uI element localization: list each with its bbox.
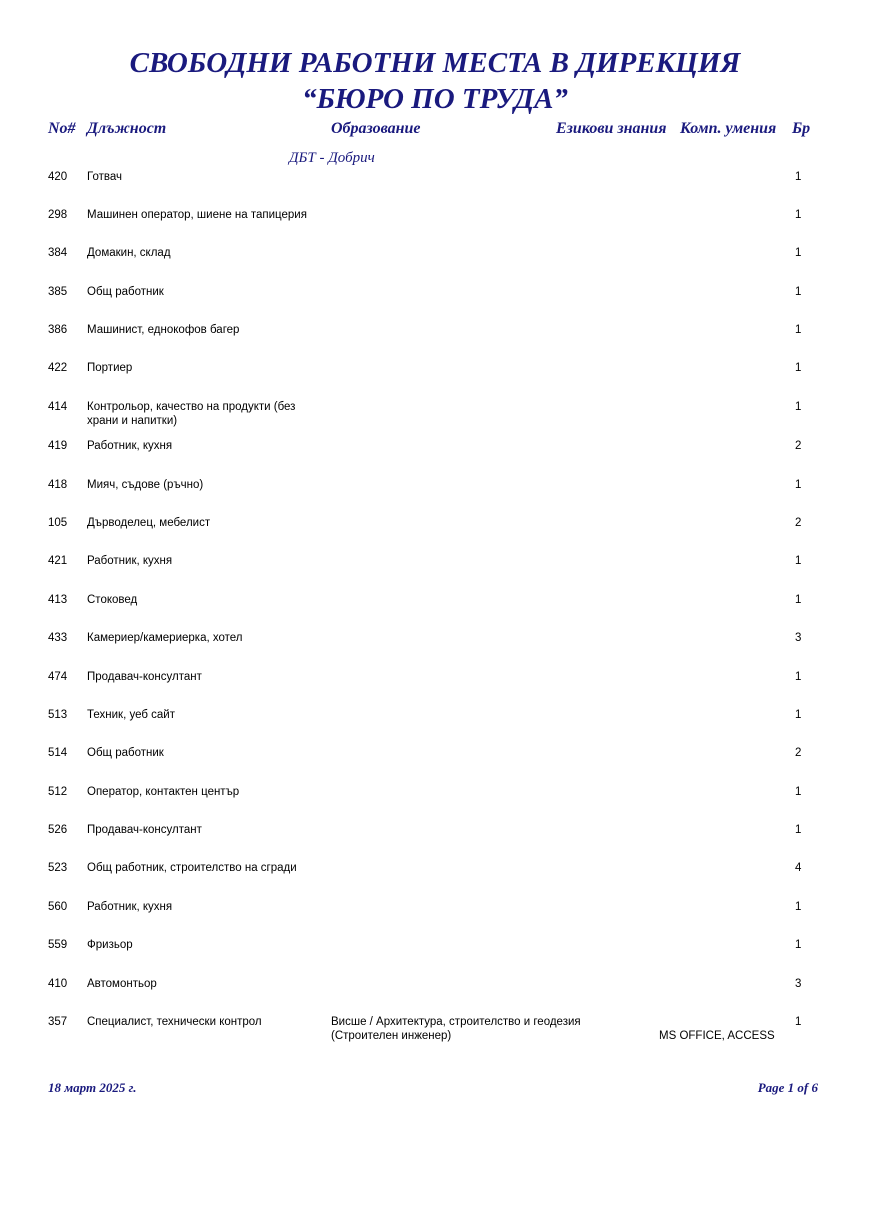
row-position: Общ работник (87, 747, 164, 759)
row-number: 474 (48, 671, 68, 683)
page-title-line-2: “БЮРО ПО ТРУДА” (302, 83, 568, 115)
page-title-line-1: СВОБОДНИ РАБОТНИ МЕСТА В ДИРЕКЦИЯ (129, 47, 741, 79)
row-count: 1 (795, 479, 802, 491)
row-number: 514 (48, 747, 68, 759)
row-number: 419 (48, 440, 68, 452)
row-position: Общ работник (87, 286, 164, 298)
row-count: 1 (795, 362, 802, 374)
row-number: 418 (48, 479, 68, 491)
row-position: Оператор, контактен център (87, 786, 240, 798)
row-count: 2 (795, 440, 802, 452)
row-number: 105 (48, 517, 68, 529)
row-position: Дърводелец, мебелист (87, 517, 211, 529)
row-position: Портиер (87, 362, 133, 374)
row-number: 512 (48, 786, 68, 798)
row-count: 2 (795, 747, 802, 759)
footer-page-number: Page 1 of 6 (757, 1080, 818, 1095)
row-number: 526 (48, 824, 68, 836)
row-position: Машинист, еднокофов багер (87, 324, 240, 336)
row-count: 2 (795, 517, 802, 529)
column-header-count: Бр (792, 120, 811, 137)
row-position: Специалист, технически контрол (87, 1016, 262, 1028)
row-number: 385 (48, 286, 68, 298)
row-position: Домакин, склад (87, 247, 171, 259)
row-position: Готвач (87, 171, 122, 183)
row-number: 357 (48, 1016, 68, 1028)
row-number: 513 (48, 709, 68, 721)
row-count: 3 (795, 978, 802, 990)
row-position: Камериер/камериерка, хотел (87, 632, 243, 644)
row-number: 422 (48, 362, 68, 374)
row-number: 523 (48, 862, 68, 874)
column-header-computer-skills: Комп. умения (680, 120, 777, 137)
row-count: 3 (795, 632, 802, 644)
footer-date: 18 март 2025 г. (48, 1080, 137, 1095)
row-education: Висше / Архитектура, строителство и геодезия (Строителен инженер) (331, 1016, 581, 1042)
row-number: 384 (48, 247, 68, 259)
row-position: Машинен оператор, шиене на тапицерия (87, 209, 307, 221)
row-computer-skills: MS OFFICE, ACCESS (659, 1030, 775, 1042)
row-count: 1 (795, 939, 802, 951)
row-count: 4 (795, 862, 802, 874)
row-number: 386 (48, 324, 68, 336)
row-count: 1 (795, 247, 802, 259)
row-position: Контрольор, качество на продукти (без храни и напитки) (87, 401, 296, 427)
row-count: 1 (795, 594, 802, 606)
row-number: 414 (48, 401, 68, 413)
column-header-no: No# (48, 120, 76, 137)
row-count: 1 (795, 786, 802, 798)
row-position: Техник, уеб сайт (87, 709, 175, 721)
row-position: Автомонтьор (87, 978, 157, 990)
row-count: 1 (795, 171, 802, 183)
row-position: Продавач-консултант (87, 671, 202, 683)
row-number: 298 (48, 209, 68, 221)
row-count: 1 (795, 286, 802, 298)
row-count: 1 (795, 671, 802, 683)
office-name: ДБТ - Добрич (289, 150, 375, 166)
row-count: 1 (795, 555, 802, 567)
row-position: Общ работник, строителство на сгради (87, 862, 297, 874)
row-number: 421 (48, 555, 68, 567)
row-position: Фризьор (87, 939, 133, 951)
row-number: 410 (48, 978, 68, 990)
column-header-education: Образование (331, 120, 421, 137)
row-number: 560 (48, 901, 68, 913)
row-position: Работник, кухня (87, 901, 173, 913)
row-count: 1 (795, 1016, 802, 1028)
row-count: 1 (795, 901, 802, 913)
column-header-position: Длъжност (87, 120, 167, 137)
row-number: 420 (48, 171, 68, 183)
row-number: 413 (48, 594, 68, 606)
row-position: Работник, кухня (87, 555, 173, 567)
row-count: 1 (795, 401, 802, 413)
row-position: Стоковед (87, 594, 138, 606)
row-count: 1 (795, 824, 802, 836)
column-header-languages: Езикови знания (556, 120, 667, 137)
row-count: 1 (795, 209, 802, 221)
row-number: 433 (48, 632, 68, 644)
row-count: 1 (795, 709, 802, 721)
row-position: Продавач-консултант (87, 824, 202, 836)
row-position: Мияч, съдове (ръчно) (87, 479, 204, 491)
row-count: 1 (795, 324, 802, 336)
row-position: Работник, кухня (87, 440, 173, 452)
row-number: 559 (48, 939, 68, 951)
